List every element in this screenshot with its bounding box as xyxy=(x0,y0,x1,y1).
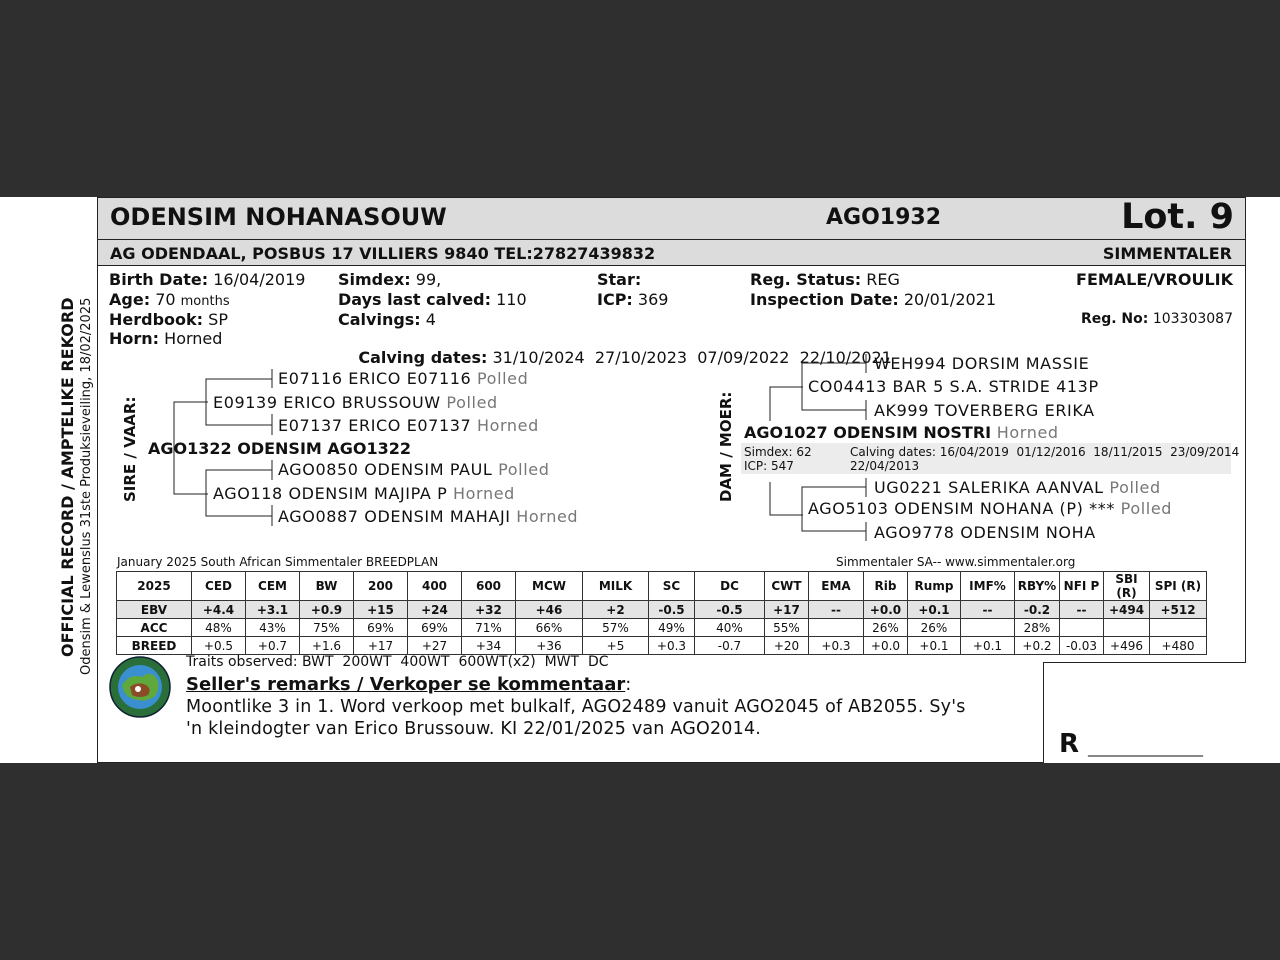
breed-cell: +20 xyxy=(765,637,809,655)
acc-cell xyxy=(961,619,1015,637)
calvings: Calvings: 4 xyxy=(338,310,436,329)
ebv-cell: +24 xyxy=(408,601,462,619)
price-line: ___________________ xyxy=(1088,741,1202,757)
sire-dam: AGO118 ODENSIM MAJIPA P Horned xyxy=(213,484,515,503)
ebv-cell: +32 xyxy=(462,601,516,619)
acc-cell: 26% xyxy=(864,619,908,637)
ebv-cell: -0.5 xyxy=(695,601,765,619)
ebv-cell: +3.1 xyxy=(246,601,300,619)
ebv-cell: EBV xyxy=(117,601,192,619)
acc-cell: 69% xyxy=(408,619,462,637)
acc-cell: 69% xyxy=(354,619,408,637)
ebv-header-cell: MILK xyxy=(583,572,649,601)
breed-cell: +0.5 xyxy=(192,637,246,655)
ebv-header-cell: SPI (R) xyxy=(1150,572,1207,601)
ebv-header-cell: CEM xyxy=(246,572,300,601)
ebv-header-cell: BW xyxy=(300,572,354,601)
remarks-text: Moontlike 3 in 1. Word verkoop met bulkalf, AGO2489 vanuit AGO2045 of AB2055. Sy's 'n kleindogter van Erico Brussouw. KI 22/01/2025 van AGO2014. xyxy=(186,697,966,739)
breed-cell: +34 xyxy=(462,637,516,655)
ebv-cell: +46 xyxy=(516,601,583,619)
acc-cell: 28% xyxy=(1015,619,1060,637)
horn-status: Horn: Horned xyxy=(109,329,223,348)
age: Age: 70 months xyxy=(109,290,230,309)
ebv-cell: +0.1 xyxy=(908,601,961,619)
simmentaler-logo xyxy=(108,655,172,719)
icp: ICP: 369 xyxy=(597,290,669,309)
acc-cell: ACC xyxy=(117,619,192,637)
acc-cell: 43% xyxy=(246,619,300,637)
acc-cell: 55% xyxy=(765,619,809,637)
ebv-row xyxy=(117,601,1207,619)
sire-dam-sire: AGO0850 ODENSIM PAUL Polled xyxy=(278,460,550,479)
reg-status: Reg. Status: REG xyxy=(750,270,900,289)
traits-observed: Traits observed: BWT 200WT 400WT 600WT(x2) MWT DC xyxy=(186,654,609,670)
ebv-cell: +17 xyxy=(765,601,809,619)
ebv-header-cell: RBY% xyxy=(1015,572,1060,601)
animal-name: ODENSIM NOHANASOUW xyxy=(110,203,447,231)
ebv-header-cell: IMF% xyxy=(961,572,1015,601)
ebv-header-cell: CWT xyxy=(765,572,809,601)
birth-date: Birth Date: 16/04/2019 xyxy=(109,270,306,289)
breed-cell: -0.7 xyxy=(695,637,765,655)
ebv-cell: -- xyxy=(961,601,1015,619)
website: Simmentaler SA-- www.simmentaler.org xyxy=(836,555,1076,569)
acc-cell: 71% xyxy=(462,619,516,637)
breed-cell: +0.2 xyxy=(1015,637,1060,655)
breed-cell: +27 xyxy=(408,637,462,655)
ebv-header-cell: Rump xyxy=(908,572,961,601)
breed-cell: +5 xyxy=(583,637,649,655)
dam-name: AGO1027 ODENSIM NOSTRI Horned xyxy=(744,423,1059,442)
dam-dam: AGO5103 ODENSIM NOHANA (P) *** Polled xyxy=(808,499,1173,518)
animal-id: AGO1932 xyxy=(826,205,942,230)
dam-sire-dam: AK999 TOVERBERG ERIKA xyxy=(874,401,1095,420)
sire-sire-dam: E07137 ERICO E07137 Horned xyxy=(278,416,539,435)
breed-row xyxy=(117,637,1207,655)
ebv-header-cell: NFI P xyxy=(1060,572,1104,601)
breed-cell: +0.1 xyxy=(908,637,961,655)
ebv-header-cell: MCW xyxy=(516,572,583,601)
official-record-label: OFFICIAL RECORD / AMPTELIKE REKORD xyxy=(58,297,77,657)
lot-card xyxy=(0,197,1280,763)
sire-name: AGO1322 ODENSIM AGO1322 xyxy=(148,439,412,458)
sire-sire: E09139 ERICO BRUSSOUW Polled xyxy=(213,393,498,412)
breed-cell: +0.3 xyxy=(649,637,695,655)
breed-cell: +0.0 xyxy=(864,637,908,655)
ebv-cell: -0.2 xyxy=(1015,601,1060,619)
ebv-cell: +494 xyxy=(1104,601,1150,619)
ebv-header-cell: 400 xyxy=(408,572,462,601)
breeder-address: AG ODENDAAL, POSBUS 17 VILLIERS 9840 TEL:27827439832 xyxy=(110,244,656,263)
ebv-header-cell: SBI (R) xyxy=(1104,572,1150,601)
sale-name-label: Odensim & Lewenslus 31ste Produksieveiling, 18/02/2025 xyxy=(79,297,94,675)
herdbook: Herdbook: SP xyxy=(109,310,228,329)
ebv-cell: +0.9 xyxy=(300,601,354,619)
breed-cell: +36 xyxy=(516,637,583,655)
acc-row xyxy=(117,619,1207,637)
acc-cell xyxy=(1104,619,1150,637)
ebv-header-cell: EMA xyxy=(809,572,864,601)
breed-cell: BREED xyxy=(117,637,192,655)
breed-cell: -0.03 xyxy=(1060,637,1104,655)
lot-number: Lot. 9 xyxy=(1121,197,1234,237)
ebv-cell: +4.4 xyxy=(192,601,246,619)
acc-cell: 49% xyxy=(649,619,695,637)
acc-cell: 66% xyxy=(516,619,583,637)
ebv-header-cell: Rib xyxy=(864,572,908,601)
breed-cell: +496 xyxy=(1104,637,1150,655)
price-prefix: R xyxy=(1059,729,1080,759)
breed-cell: +0.3 xyxy=(809,637,864,655)
ebv-header-cell: CED xyxy=(192,572,246,601)
dam-calving-dates: Calving dates: 16/04/2019 01/12/2016 18/11/2015 23/09/2014 xyxy=(850,445,1240,459)
star: Star: xyxy=(597,270,642,289)
dam-simdex: Simdex: 62 xyxy=(744,445,812,459)
breed-cell: +1.6 xyxy=(300,637,354,655)
acc-cell: 75% xyxy=(300,619,354,637)
ebv-cell: +512 xyxy=(1150,601,1207,619)
ebv-header-cell: 600 xyxy=(462,572,516,601)
acc-cell: 26% xyxy=(908,619,961,637)
dam-calving-dates-cont: 22/04/2013 xyxy=(850,459,920,473)
dam-sire: CO04413 BAR 5 S.A. STRIDE 413P xyxy=(808,377,1099,396)
dam-dam-sire: UG0221 SALERIKA AANVAL Polled xyxy=(874,478,1161,497)
ebv-header-cell: 200 xyxy=(354,572,408,601)
acc-cell: 48% xyxy=(192,619,246,637)
simdex: Simdex: 99, xyxy=(338,270,442,289)
sire-label: SIRE / VAAR: xyxy=(121,396,139,502)
ebv-header-cell: 2025 xyxy=(117,572,192,601)
days-last-calved: Days last calved: 110 xyxy=(338,290,527,309)
breed-cell: +17 xyxy=(354,637,408,655)
ebv-cell: -- xyxy=(1060,601,1104,619)
calving-dates: Calving dates: 31/10/2024 27/10/2023 07/09/2022 22/10/2021 xyxy=(358,348,892,367)
breed-name: SIMMENTALER xyxy=(1102,244,1232,263)
sex: FEMALE/VROULIK xyxy=(1076,270,1233,289)
ebv-cell: +0.0 xyxy=(864,601,908,619)
sire-dam-dam: AGO0887 ODENSIM MAHAJI Horned xyxy=(278,507,579,526)
ebv-caption: January 2025 South African Simmentaler BREEDPLAN xyxy=(117,555,439,569)
ebv-cell: -- xyxy=(809,601,864,619)
acc-cell: 40% xyxy=(695,619,765,637)
acc-cell xyxy=(1060,619,1104,637)
ebv-cell: -0.5 xyxy=(649,601,695,619)
breed-cell: +0.7 xyxy=(246,637,300,655)
inspection-date: Inspection Date: 20/01/2021 xyxy=(750,290,997,309)
acc-cell: 57% xyxy=(583,619,649,637)
ebv-cell: +15 xyxy=(354,601,408,619)
breed-cell: +0.1 xyxy=(961,637,1015,655)
remarks-title: Seller's remarks / Verkoper se kommentaar: xyxy=(186,674,632,695)
acc-cell xyxy=(1150,619,1207,637)
ebv-table xyxy=(116,571,1207,655)
reg-number: Reg. No: 103303087 xyxy=(1080,311,1233,327)
dam-dam-dam: AGO9778 ODENSIM NOHA xyxy=(874,523,1096,542)
ebv-header-cell: SC xyxy=(649,572,695,601)
breed-cell: +480 xyxy=(1150,637,1207,655)
ebv-cell: +2 xyxy=(583,601,649,619)
ebv-header-cell: DC xyxy=(695,572,765,601)
sire-sire-sire: E07116 ERICO E07116 Polled xyxy=(278,369,529,388)
dam-label: DAM / MOER: xyxy=(717,391,735,502)
ebv-header-row xyxy=(117,572,1207,601)
dam-sire-sire: WEH994 DORSIM MASSIE xyxy=(874,354,1090,373)
dam-icp: ICP: 547 xyxy=(744,459,794,473)
acc-cell xyxy=(809,619,864,637)
